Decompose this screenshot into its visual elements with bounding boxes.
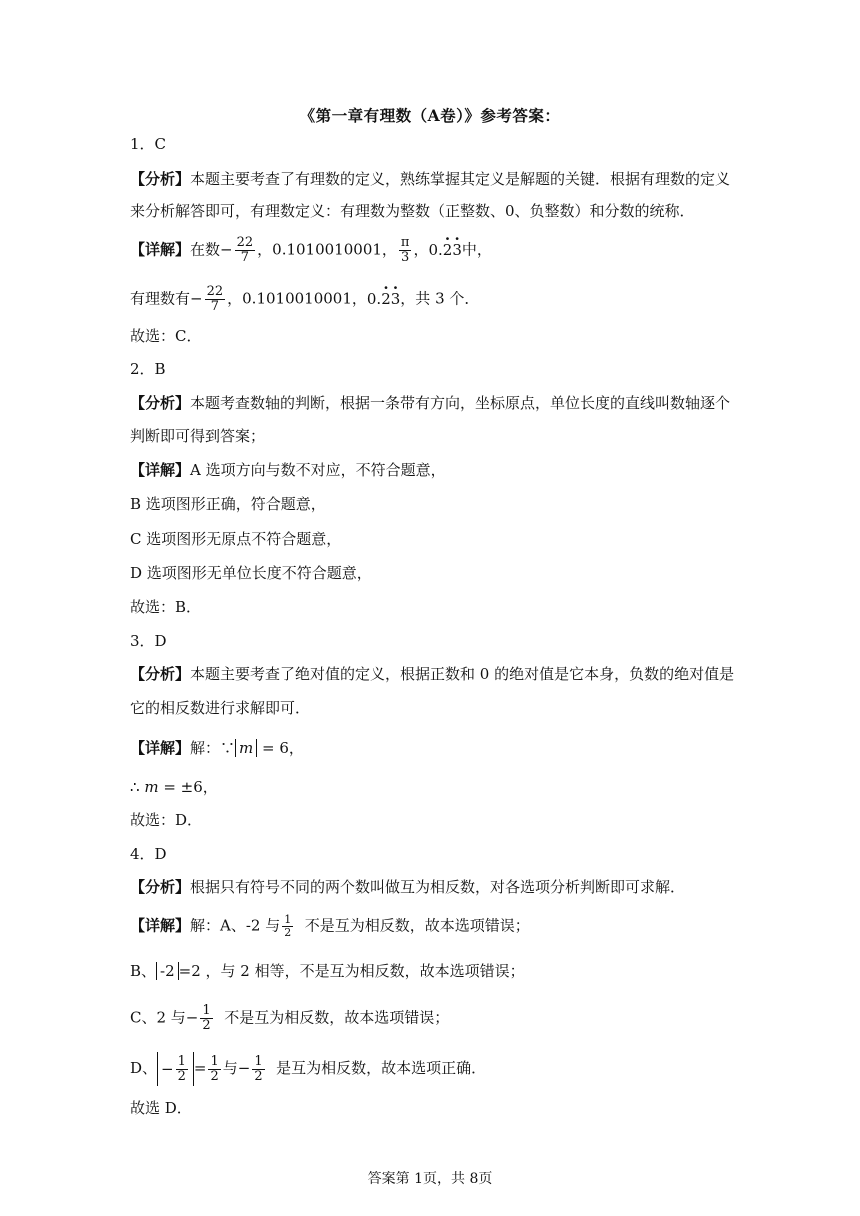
fraction-numerator: 1 — [177, 1053, 186, 1069]
q2-detail-line2: B 选项图形正确，符合题意， — [130, 495, 326, 513]
minus-sign: − — [185, 1008, 199, 1027]
q2-detail-line4: D 选项图形无单位长度不符合题意， — [130, 564, 372, 582]
fraction-pi-3 — [399, 236, 412, 265]
page-footer: 答案第 1页，共 8页 — [367, 1171, 493, 1187]
q4-number: 4．D — [130, 845, 167, 863]
q2-number: 2．B — [130, 360, 166, 378]
fraction-numerator: 1 — [202, 1003, 211, 1018]
minus-sign: − — [237, 1059, 251, 1077]
repeating-digit: · 3 — [452, 239, 462, 261]
minus-sign: − — [190, 289, 203, 308]
fraction-22-7 — [235, 236, 256, 265]
q1-number: 1．C — [130, 135, 167, 153]
repeating-digit: · 3 — [391, 288, 401, 310]
q3-detail-text: = 6， — [257, 739, 304, 757]
fraction-1-2 — [252, 1055, 264, 1084]
fraction-denominator: 2 — [202, 1018, 211, 1033]
q1-detail-text: 有理数有 — [130, 289, 191, 308]
q4-analysis-line — [130, 876, 740, 898]
q3-choose: 故选：D． — [130, 811, 203, 829]
fraction-denominator: 2 — [284, 926, 292, 939]
repeating-decimal — [428, 241, 461, 259]
equals-sign: = — [193, 1059, 207, 1077]
q1-detail-text: ，0.1010010001， — [257, 240, 397, 259]
q4-detail-text: 不是互为相反数，故本选项错误； — [304, 916, 530, 935]
q4-detail-text: 与 — [222, 1059, 238, 1077]
repeating-digit: · 2 — [443, 239, 453, 261]
fraction-denominator: 2 — [177, 1068, 186, 1084]
repeating-decimal — [367, 290, 400, 308]
fraction-denominator: 7 — [210, 299, 219, 314]
fraction-1-2 — [200, 1004, 212, 1033]
q2-detail-line1 — [130, 459, 740, 481]
q1-detail-line1 — [130, 236, 740, 265]
detail-tag: 【详解】 — [130, 240, 191, 259]
q1-detail-text: 中， — [461, 240, 492, 259]
detail-tag: 【详解】 — [130, 739, 191, 757]
q1-analysis-line2: 来分析解答即可，有理数定义：有理数为整数（正整数、0、负整数）和分数的统称． — [130, 202, 695, 220]
q1-choose: 故选：C． — [130, 327, 202, 345]
q3-detail-text: ∴ — [130, 778, 145, 796]
q4-detail-text: 是互为相反数，故本选项正确． — [276, 1059, 487, 1077]
q1-detail-text: ，共 3 个． — [400, 289, 480, 308]
fraction-1-2 — [176, 1055, 188, 1084]
q4-detail-text: 不是互为相反数，故本选项错误； — [224, 1008, 450, 1027]
q4-detail-text: C、2 与 — [130, 1008, 186, 1027]
q3-analysis-text1: 本题主要考查了绝对值的定义，根据正数和 0 的绝对值是它本身，负数的绝对值是 — [190, 665, 735, 683]
fraction-denominator: 7 — [240, 250, 250, 265]
q1-detail-text: 在数 — [190, 240, 221, 259]
fraction-numerator: π — [400, 235, 410, 250]
q2-analysis-text1: 本题考查数轴的判断，根据一条带有方向，坐标原点，单位长度的直线叫数轴逐个 — [190, 394, 731, 412]
q2-analysis-line1 — [130, 392, 740, 414]
absolute-value: -2 — [156, 962, 179, 980]
q3-analysis-line1 — [130, 663, 740, 685]
q4-analysis-text: 根据只有符号不同的两个数叫做互为相反数，对各选项分析判断即可求解． — [190, 878, 686, 896]
fraction-numerator: 1 — [210, 1053, 219, 1069]
fraction-numerator: 1 — [254, 1053, 263, 1069]
q2-choose: 故选：B． — [130, 598, 202, 616]
analysis-tag: 【分析】 — [130, 394, 191, 412]
q3-detail-text: 解：∵ — [190, 739, 236, 757]
fraction-1-2 — [208, 1055, 220, 1084]
q3-number: 3．D — [130, 632, 167, 650]
fraction-numerator: 22 — [236, 235, 254, 250]
q3-detail-line2 — [130, 776, 740, 798]
decimal-part: 0. — [428, 240, 443, 259]
fraction-22-7 — [205, 285, 226, 314]
q4-option-d — [130, 1052, 740, 1086]
variable-m: m — [239, 739, 254, 757]
q4-option-b — [130, 960, 740, 982]
detail-tag: 【详解】 — [130, 916, 191, 935]
q4-detail-text: B、 — [130, 962, 157, 980]
repeating-digit: · 2 — [381, 288, 391, 310]
q4-option-a — [130, 914, 740, 939]
fraction-numerator: 22 — [206, 284, 224, 299]
fraction-1-2 — [282, 914, 293, 939]
q3-detail-line1 — [130, 737, 740, 759]
minus-sign: − — [220, 240, 233, 259]
q3-detail-text: = ±6， — [158, 778, 218, 796]
q2-detail-text: A 选项方向与数不对应，不符合题意， — [190, 461, 446, 479]
q1-analysis-text1: 本题主要考查了有理数的定义，熟练掌握其定义是解题的关键．根据有理数的定义 — [190, 170, 731, 188]
analysis-tag: 【分析】 — [130, 878, 191, 896]
q4-option-c — [130, 1004, 740, 1033]
q4-detail-text: 解：A、-2 与 — [190, 916, 281, 935]
page-title: 《第一章有理数（A卷）》参考答案： — [299, 106, 561, 125]
absolute-value — [157, 1052, 194, 1086]
analysis-tag: 【分析】 — [130, 170, 191, 188]
analysis-tag: 【分析】 — [130, 665, 191, 683]
decimal-part: 0. — [366, 289, 382, 308]
q1-detail-text: ， — [413, 240, 429, 259]
fraction-denominator: 2 — [254, 1068, 263, 1084]
q4-detail-text: D、 — [130, 1059, 158, 1077]
q4-detail-text: =2 ，与 2 相等，不是互为相反数，故本选项错误； — [178, 962, 525, 980]
q2-detail-line3: C 选项图形无原点不符合题意， — [130, 530, 342, 548]
fraction-denominator: 2 — [210, 1068, 219, 1084]
absolute-value — [235, 739, 257, 757]
q1-analysis-line1 — [130, 168, 740, 190]
q4-choose: 故选 D． — [130, 1099, 192, 1117]
q1-detail-text: ，0.1010010001， — [227, 289, 367, 308]
q2-analysis-line2: 判断即可得到答案； — [130, 427, 266, 445]
variable-m: m — [144, 778, 159, 796]
minus-sign: − — [161, 1060, 174, 1078]
detail-tag: 【详解】 — [130, 461, 191, 479]
fraction-numerator: 1 — [284, 913, 292, 926]
fraction-denominator: 3 — [401, 250, 410, 265]
q1-detail-line2 — [130, 285, 740, 314]
q3-analysis-line2: 它的相反数进行求解即可． — [130, 699, 311, 717]
